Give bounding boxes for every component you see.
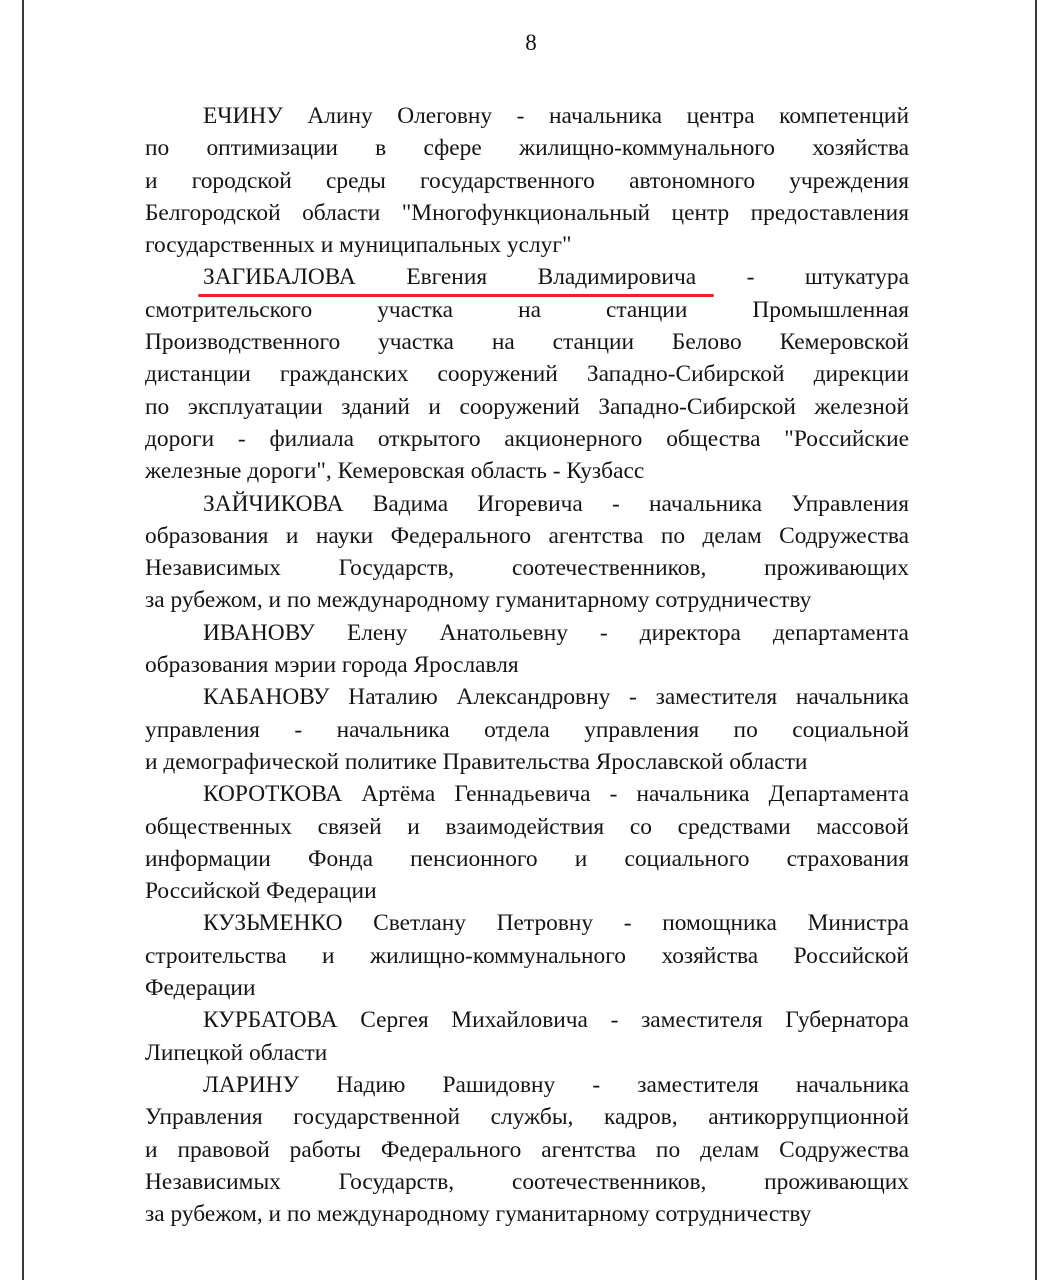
text-line: КАБАНОВУ Наталию Александровну - заместителя начальника	[203, 684, 909, 711]
text-line: ЕЧИНУ Алину Олеговну - начальника центра компетенций	[203, 103, 909, 129]
page-number: 8	[525, 30, 537, 55]
page-left-border	[22, 0, 24, 1280]
text-line: образования и науки Федерального агентства по делам Содружества	[145, 522, 909, 549]
text-line: Независимых Государств, соотечественников, проживающих	[145, 555, 909, 582]
text-line: Независимых Государств, соотечественников, проживающих	[145, 1168, 909, 1195]
text-line: Белгородской области "Многофункциональный центр предоставления	[145, 199, 909, 226]
text-line: управления - начальника отдела управления по социальной	[145, 716, 909, 743]
paragraph	[145, 1004, 909, 1069]
text-line: государственных и муниципальных услуг"	[145, 232, 572, 259]
paragraph	[145, 681, 909, 778]
document-body	[145, 100, 909, 1230]
text-line: ЗАЙЧИКОВА Вадима Игоревича - начальника Управления	[203, 490, 909, 517]
text-line: информации Фонда пенсионного и социального страхования	[145, 845, 909, 872]
text-line: смотрительского участка на станции Промышленная	[145, 296, 909, 323]
text-line: общественных связей и взаимодействия со средствами массовой	[145, 813, 909, 840]
text-line: за рубежом, и по международному гуманитарному сотрудничеству	[145, 587, 812, 614]
paragraph	[145, 100, 909, 261]
text-line: ЛАРИНУ Надию Рашидовну - заместителя начальника	[203, 1071, 909, 1098]
text-line: ИВАНОВУ Елену Анатольевну - директора департамента	[203, 619, 909, 646]
text-line: Управления государственной службы, кадров, антикоррупционной	[145, 1104, 909, 1131]
page-right-border	[1035, 0, 1037, 1280]
text-line: Федерации	[145, 975, 256, 1002]
red-underline-annotation	[198, 294, 714, 297]
paragraph	[145, 488, 909, 617]
text-line: Производственного участка на станции Белово Кемеровской	[145, 329, 909, 356]
text-line: за рубежом, и по международному гуманитарному сотрудничеству	[145, 1201, 812, 1228]
text-line: и правовой работы Федерального агентства по делам Содружества	[145, 1136, 909, 1163]
text-line: КУРБАТОВА Сергея Михайловича - заместителя Губернатора	[203, 1007, 909, 1034]
text-line: образования мэрии города Ярославля	[145, 652, 519, 679]
text-line: Липецкой области	[145, 1039, 328, 1066]
text-line: по эксплуатации зданий и сооружений Западно-Сибирской железной	[145, 393, 909, 420]
text-line: Российской Федерации	[145, 878, 377, 905]
text-line: дистанции гражданских сооружений Западно-Сибирской дирекции	[145, 361, 909, 388]
text-line: строительства и жилищно-коммунального хозяйства Российской	[145, 942, 909, 969]
paragraph	[145, 617, 909, 682]
text-line: КОРОТКОВА Артёма Геннадьевича - начальника Департамента	[203, 781, 909, 808]
text-line: КУЗЬМЕНКО Светлану Петровну - помощника Министра	[203, 910, 909, 937]
text-line: по оптимизации в сфере жилищно-коммунального хозяйства	[145, 135, 909, 162]
paragraph	[145, 1069, 909, 1230]
text-line: железные дороги", Кемеровская область - Кузбасс	[145, 458, 645, 485]
text-line: ЗАГИБАЛОВА Евгения Владимировича - штукатура	[203, 264, 909, 291]
paragraph	[145, 778, 909, 907]
paragraph	[145, 907, 909, 1004]
text-line: дороги - филиала открытого акционерного общества "Российские	[145, 425, 909, 452]
text-line: и демографической политике Правительства Ярославской области	[145, 748, 808, 775]
text-line: и городской среды государственного автономного учреждения	[145, 167, 909, 194]
